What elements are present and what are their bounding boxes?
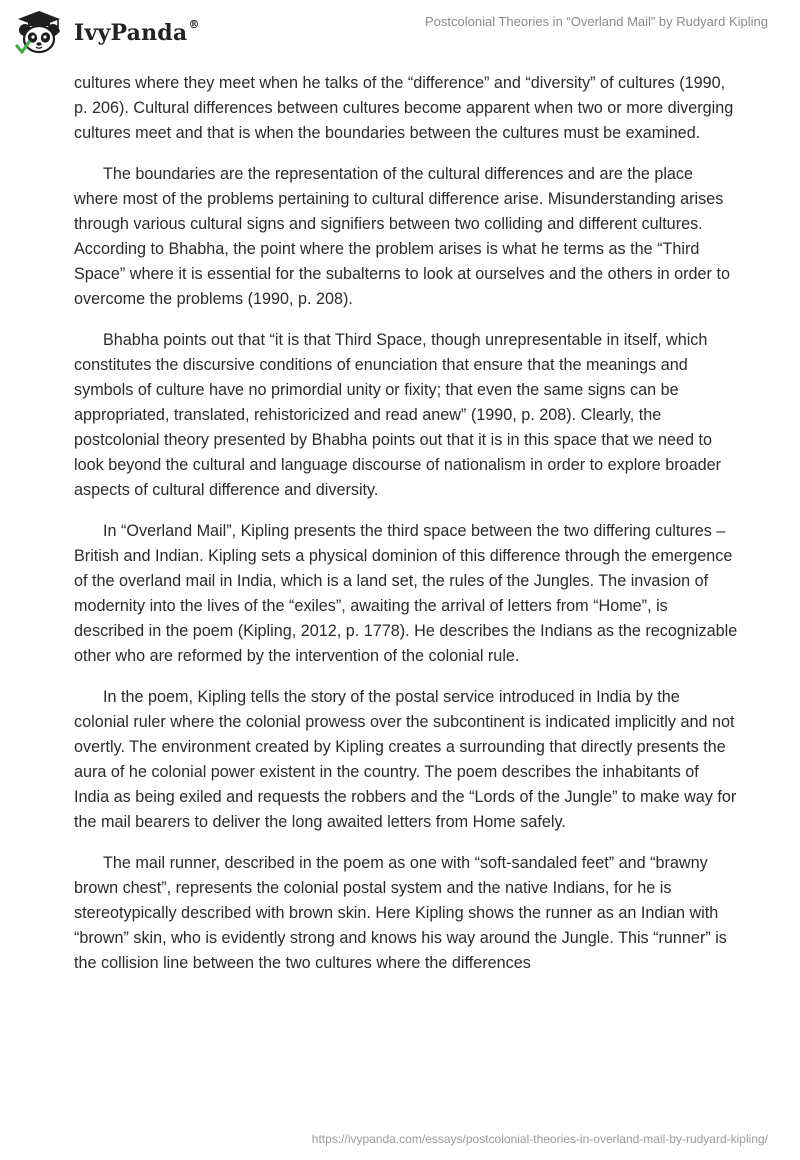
brand-logo[interactable] [14, 8, 200, 58]
paragraph: In “Overland Mail”, Kipling presents the third space between the two differing cultures – British and Indian. Kipling sets a physical dominion of this difference through the emergence of the overland mail in India, which is a land set, the rules of the Jungles. The invasion of modernity into the lives of the “exiles”, awaiting the arrival of letters from “Home”, is described in the poem (Kipling, 2012, p. 1778). He describes the Indians as the recognizable other who are reformed by the intervention of the colonial rule. [74, 522, 738, 665]
paragraph: The mail runner, described in the poem as one with “soft-sandaled feet” and “brawny brown chest”, represents the colonial postal system and the native Indians, for he is stereotypically described with brown skin. Here Kipling shows the runner as an Indian with “brown” skin, who is evidently strong and knows his way around the Jungle. This “runner” is the collision line between the two cultures where the differences [74, 854, 727, 972]
page-header [0, 0, 800, 66]
document-title: Postcolonial Theories in “Overland Mail” by Rudyard Kipling [425, 14, 768, 29]
brand-name: IvyPanda® [74, 17, 200, 46]
essay-body [74, 71, 738, 992]
panda-graduate-logo-icon [14, 8, 64, 58]
paragraph: The boundaries are the representation of the cultural differences and are the place where most of the problems pertaining to cultural difference arise. Misunderstanding arises through various cultural signs and signifiers between two colliding and different cultures. According to Bhabha, the point where the problem arises is what he terms as the “Third Space” where it is essential for the subalterns to look at ourselves and the others in order to overcome the problems (1990, p. 208). [74, 165, 730, 308]
paragraph: Bhabha points out that “it is that Third Space, though unrepresentable in itself, which constitutes the discursive conditions of enunciation that ensure that the meanings and symbols of culture have no primordial unity or fixity; that even the same signs can be appropriated, translated, rehistoricized and read anew” (1990, p. 208). Clearly, the postcolonial theory presented by Bhabha points out that it is in this space that we need to look beyond the cultural and language discourse of nationalism in order to explore broader aspects of cultural difference and diversity. [74, 331, 722, 499]
paragraph: cultures where they meet when he talks of the “difference” and “diversity” of cultures (1990, p. 206). Cultural differences between cultures become apparent when two or more diverging cultures meet and that is when the boundaries between the cultures must be examined. [74, 74, 734, 142]
paragraph: In the poem, Kipling tells the story of the postal service introduced in India by the colonial ruler where the colonial prowess over the subcontinent is indicated implicitly and not overtly. The environment created by Kipling creates a surrounding that directly presents the aura of he colonial power existent in the country. The poem describes the inhabitants of India as being exiled and requests the robbers and the “Lords of the Jungle” to make way for the mail bearers to deliver the long awaited letters from Home safely. [74, 688, 737, 831]
source-url[interactable]: https://ivypanda.com/essays/postcolonial-theories-in-overland-mail-by-rudyard-kipling/ [311, 1132, 768, 1146]
